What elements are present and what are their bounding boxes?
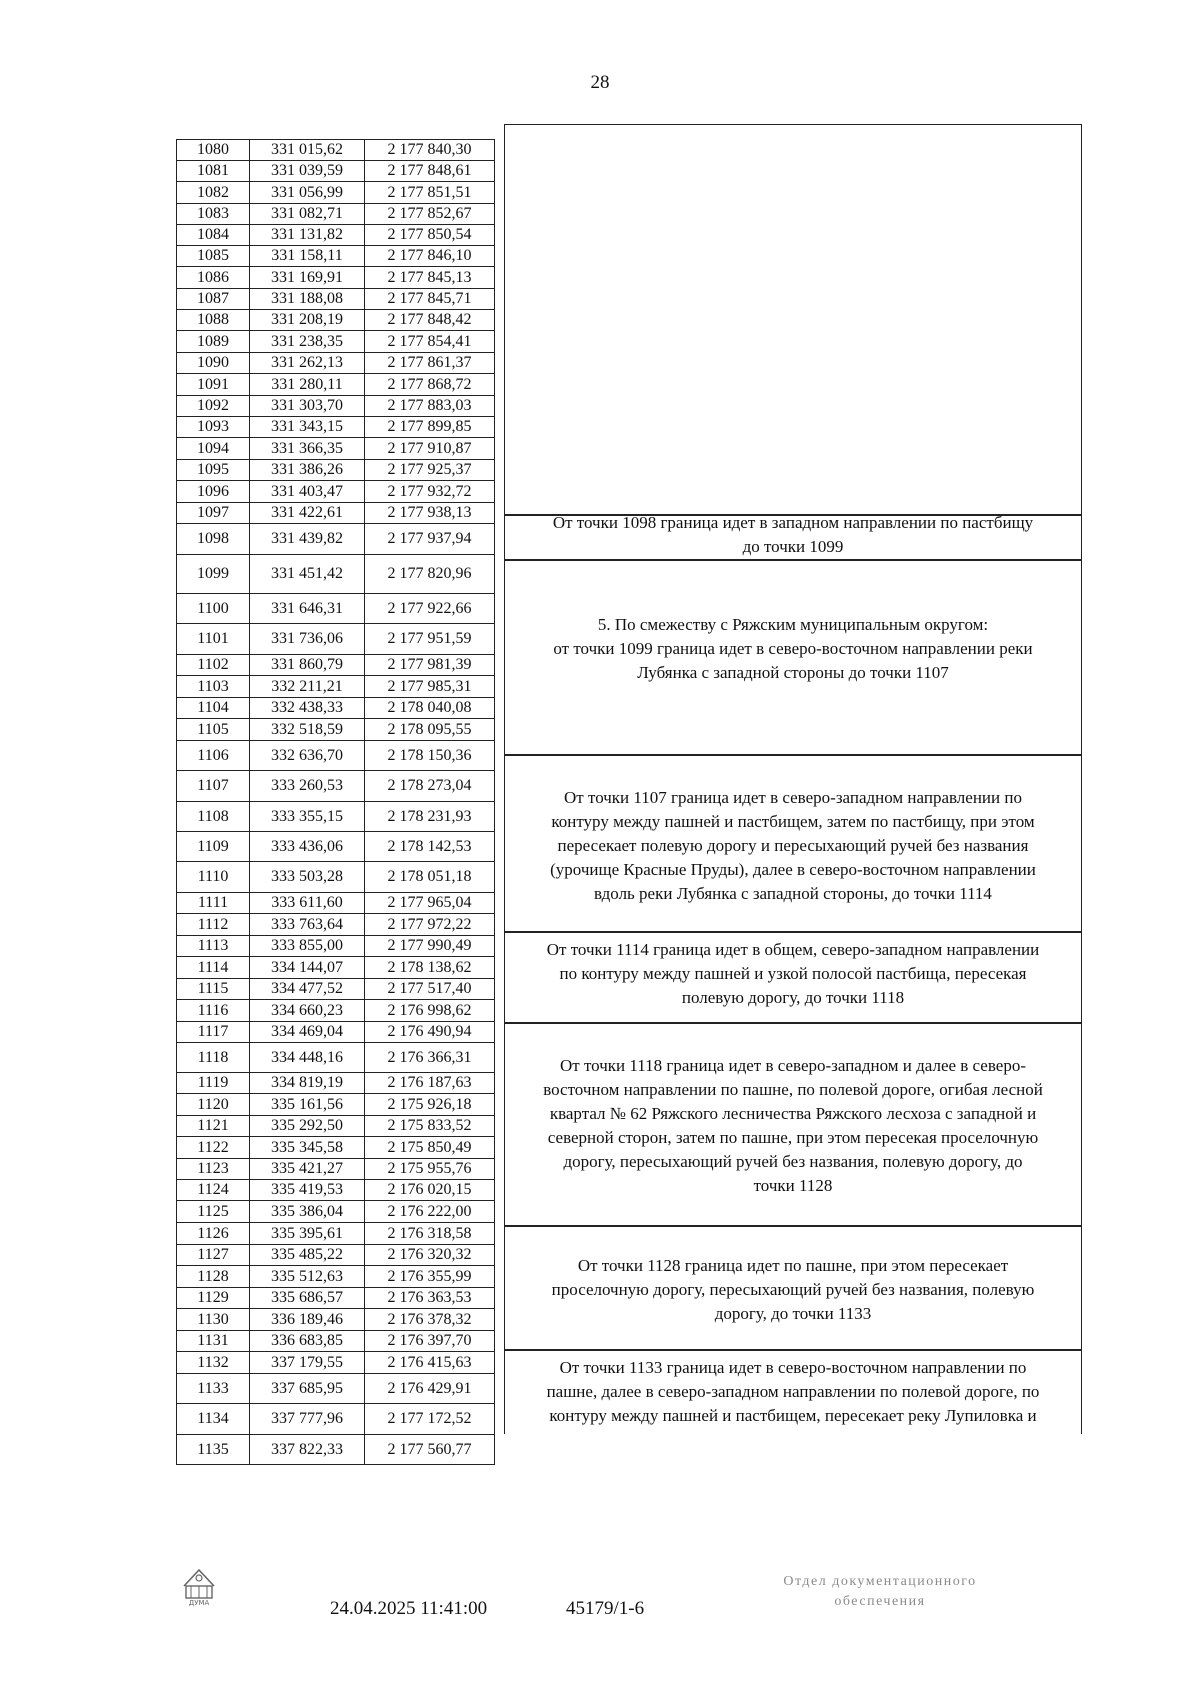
x-coordinate-cell: 333 436,06 (250, 832, 365, 862)
point-cell: 1101 (177, 624, 250, 655)
x-coordinate-cell: 331 386,26 (250, 460, 365, 481)
table-row (177, 246, 495, 267)
description-box (504, 515, 1082, 560)
x-coordinate-cell: 337 179,55 (250, 1352, 365, 1374)
y-coordinate-cell: 2 177 851,51 (365, 182, 495, 204)
y-coordinate-cell: 2 177 845,71 (365, 289, 495, 310)
y-coordinate-cell: 2 177 560,77 (365, 1435, 495, 1465)
table-row (177, 1159, 495, 1180)
point-cell: 1083 (177, 204, 250, 225)
logo-text: ДУМА (188, 1599, 210, 1607)
description-line: контуру между пашней и пастбищем, пересекает реку Лупиловка и (549, 1406, 1037, 1425)
y-coordinate-cell: 2 177 910,87 (365, 438, 495, 460)
y-coordinate-cell: 2 178 138,62 (365, 957, 495, 979)
table-row (177, 1000, 495, 1022)
y-coordinate-cell: 2 177 848,61 (365, 161, 495, 182)
table-row (177, 1137, 495, 1159)
y-coordinate-cell: 2 178 273,04 (365, 771, 495, 802)
x-coordinate-cell: 333 611,60 (250, 893, 365, 914)
point-cell: 1094 (177, 438, 250, 460)
y-coordinate-cell: 2 176 490,94 (365, 1022, 495, 1043)
y-coordinate-cell: 2 177 517,40 (365, 979, 495, 1000)
y-coordinate-cell: 2 177 883,03 (365, 396, 495, 417)
point-cell: 1081 (177, 161, 250, 182)
point-cell: 1093 (177, 417, 250, 438)
point-cell: 1102 (177, 655, 250, 676)
point-cell: 1131 (177, 1331, 250, 1352)
table-row (177, 524, 495, 555)
x-coordinate-cell: 335 345,58 (250, 1137, 365, 1159)
table-row (177, 503, 495, 524)
x-coordinate-cell: 334 819,19 (250, 1073, 365, 1094)
description-line: дорогу, до точки 1133 (714, 1304, 872, 1323)
table-row (177, 698, 495, 719)
table-row (177, 1245, 495, 1266)
description-box (504, 1023, 1082, 1226)
point-cell: 1080 (177, 140, 250, 161)
description-line: квартал № 62 Ряжского лесничества Ряжского лесхоза с западной и (549, 1104, 1037, 1123)
table-row (177, 204, 495, 225)
table-row (177, 594, 495, 624)
description-line: От точки 1114 граница идет в общем, северо-западном направлении (546, 940, 1040, 959)
y-coordinate-cell: 2 178 040,08 (365, 698, 495, 719)
table-row (177, 1116, 495, 1137)
y-coordinate-cell: 2 177 854,41 (365, 331, 495, 353)
table-row (177, 396, 495, 417)
table-row (177, 676, 495, 698)
y-coordinate-cell: 2 176 222,00 (365, 1201, 495, 1223)
table-row (177, 1223, 495, 1245)
footer-date: 24.04.2025 11:41:00 (330, 1598, 488, 1619)
table-row (177, 862, 495, 893)
x-coordinate-cell: 335 419,53 (250, 1180, 365, 1201)
table-row (177, 771, 495, 802)
table-row (177, 1043, 495, 1073)
x-coordinate-cell: 331 131,82 (250, 225, 365, 246)
point-cell: 1097 (177, 503, 250, 524)
table-row (177, 802, 495, 832)
table-row (177, 1022, 495, 1043)
x-coordinate-cell: 337 822,33 (250, 1435, 365, 1465)
table-row (177, 914, 495, 936)
y-coordinate-cell: 2 178 231,93 (365, 802, 495, 832)
x-coordinate-cell: 332 518,59 (250, 719, 365, 741)
table-row (177, 1309, 495, 1331)
x-coordinate-cell: 334 448,16 (250, 1043, 365, 1073)
x-coordinate-cell: 335 292,50 (250, 1116, 365, 1137)
y-coordinate-cell: 2 176 363,53 (365, 1288, 495, 1309)
description-line: вдоль реки Лубянка с западной стороны, до точки 1114 (594, 884, 992, 903)
table-row (177, 719, 495, 741)
table-row (177, 225, 495, 246)
table-row (177, 161, 495, 182)
description-line: по контуру между пашней и узкой полосой пастбища, пересекая (559, 964, 1027, 983)
description-line: От точки 1118 граница идет в северо-западном и далее в северо- (560, 1056, 1026, 1075)
x-coordinate-cell: 331 303,70 (250, 396, 365, 417)
point-cell: 1091 (177, 374, 250, 396)
table-row (177, 979, 495, 1000)
description-line: восточном направлении по пашне, по полевой дороге, огибая лесной (543, 1080, 1043, 1099)
point-cell: 1092 (177, 396, 250, 417)
y-coordinate-cell: 2 177 840,30 (365, 140, 495, 161)
table-row (177, 1404, 495, 1435)
y-coordinate-cell: 2 177 925,37 (365, 460, 495, 481)
point-cell: 1120 (177, 1094, 250, 1116)
y-coordinate-cell: 2 177 846,10 (365, 246, 495, 267)
x-coordinate-cell: 335 686,57 (250, 1288, 365, 1309)
table-row (177, 438, 495, 460)
table-row (177, 374, 495, 396)
point-cell: 1096 (177, 481, 250, 503)
x-coordinate-cell: 331 403,47 (250, 481, 365, 503)
x-coordinate-cell: 331 280,11 (250, 374, 365, 396)
table-row (177, 267, 495, 289)
table-row (177, 140, 495, 161)
description-box (504, 1350, 1082, 1434)
y-coordinate-cell: 2 176 187,63 (365, 1073, 495, 1094)
table-row (177, 182, 495, 204)
description-box (504, 932, 1082, 1023)
department-line-2: обеспечения (834, 1594, 926, 1609)
point-cell: 1108 (177, 802, 250, 832)
point-cell: 1100 (177, 594, 250, 624)
table-row (177, 624, 495, 655)
point-cell: 1110 (177, 862, 250, 893)
x-coordinate-cell: 331 015,62 (250, 140, 365, 161)
y-coordinate-cell: 2 177 172,52 (365, 1404, 495, 1435)
table-row (177, 1073, 495, 1094)
y-coordinate-cell: 2 177 981,39 (365, 655, 495, 676)
table-row (177, 1266, 495, 1288)
point-cell: 1105 (177, 719, 250, 741)
table-row (177, 331, 495, 353)
table-row (177, 555, 495, 594)
point-cell: 1132 (177, 1352, 250, 1374)
x-coordinate-cell: 331 056,99 (250, 182, 365, 204)
point-cell: 1099 (177, 555, 250, 594)
x-coordinate-cell: 333 763,64 (250, 914, 365, 936)
x-coordinate-cell: 334 477,52 (250, 979, 365, 1000)
description-line: от точки 1099 граница идет в северо-восточном направлении реки (553, 639, 1033, 658)
point-cell: 1095 (177, 460, 250, 481)
x-coordinate-cell: 335 512,63 (250, 1266, 365, 1288)
description-line: От точки 1128 граница идет по пашне, при этом пересекает (577, 1256, 1009, 1275)
y-coordinate-cell: 2 177 868,72 (365, 374, 495, 396)
y-coordinate-cell: 2 176 355,99 (365, 1266, 495, 1288)
point-cell: 1114 (177, 957, 250, 979)
x-coordinate-cell: 331 422,61 (250, 503, 365, 524)
point-cell: 1125 (177, 1201, 250, 1223)
x-coordinate-cell: 331 039,59 (250, 161, 365, 182)
y-coordinate-cell: 2 177 861,37 (365, 353, 495, 374)
y-coordinate-cell: 2 176 366,31 (365, 1043, 495, 1073)
y-coordinate-cell: 2 178 051,18 (365, 862, 495, 893)
y-coordinate-cell: 2 176 318,58 (365, 1223, 495, 1245)
x-coordinate-cell: 333 855,00 (250, 936, 365, 957)
description-line: Лубянка с западной стороны до точки 1107 (637, 663, 949, 682)
x-coordinate-cell: 335 395,61 (250, 1223, 365, 1245)
point-cell: 1107 (177, 771, 250, 802)
point-cell: 1116 (177, 1000, 250, 1022)
x-coordinate-cell: 332 211,21 (250, 676, 365, 698)
table-row (177, 1352, 495, 1374)
table-row (177, 936, 495, 957)
y-coordinate-cell: 2 176 998,62 (365, 1000, 495, 1022)
x-coordinate-cell: 336 189,46 (250, 1309, 365, 1331)
table-row (177, 741, 495, 771)
y-coordinate-cell: 2 177 965,04 (365, 893, 495, 914)
y-coordinate-cell: 2 177 848,42 (365, 310, 495, 331)
point-cell: 1104 (177, 698, 250, 719)
x-coordinate-cell: 334 469,04 (250, 1022, 365, 1043)
y-coordinate-cell: 2 177 820,96 (365, 555, 495, 594)
y-coordinate-cell: 2 178 095,55 (365, 719, 495, 741)
description-line: проселочную дорогу, пересыхающий ручей без названия, полевую (551, 1280, 1035, 1299)
duma-logo-icon (176, 1562, 222, 1608)
point-cell: 1130 (177, 1309, 250, 1331)
point-cell: 1134 (177, 1404, 250, 1435)
table-row (177, 1374, 495, 1404)
x-coordinate-cell: 335 421,27 (250, 1159, 365, 1180)
description-line: От точки 1098 граница идет в западном направлении по пастбищу (552, 513, 1034, 532)
point-cell: 1111 (177, 893, 250, 914)
x-coordinate-cell: 334 660,23 (250, 1000, 365, 1022)
table-row (177, 1180, 495, 1201)
point-cell: 1133 (177, 1374, 250, 1404)
description-box (504, 124, 1082, 515)
x-coordinate-cell: 335 485,22 (250, 1245, 365, 1266)
x-coordinate-cell: 336 683,85 (250, 1331, 365, 1352)
description-line: дорогу, пересыхающий ручей без названия, полевую дорогу, до (563, 1152, 1023, 1171)
coordinates-table (176, 139, 495, 1465)
point-cell: 1119 (177, 1073, 250, 1094)
point-cell: 1127 (177, 1245, 250, 1266)
point-cell: 1135 (177, 1435, 250, 1465)
x-coordinate-cell: 331 736,06 (250, 624, 365, 655)
y-coordinate-cell: 2 176 397,70 (365, 1331, 495, 1352)
y-coordinate-cell: 2 176 415,63 (365, 1352, 495, 1374)
point-cell: 1082 (177, 182, 250, 204)
x-coordinate-cell: 331 646,31 (250, 594, 365, 624)
x-coordinate-cell: 334 144,07 (250, 957, 365, 979)
table-row (177, 481, 495, 503)
table-row (177, 310, 495, 331)
table-row (177, 353, 495, 374)
point-cell: 1122 (177, 1137, 250, 1159)
point-cell: 1113 (177, 936, 250, 957)
x-coordinate-cell: 332 438,33 (250, 698, 365, 719)
y-coordinate-cell: 2 175 833,52 (365, 1116, 495, 1137)
y-coordinate-cell: 2 178 142,53 (365, 832, 495, 862)
point-cell: 1121 (177, 1116, 250, 1137)
point-cell: 1103 (177, 676, 250, 698)
y-coordinate-cell: 2 176 320,32 (365, 1245, 495, 1266)
point-cell: 1118 (177, 1043, 250, 1073)
y-coordinate-cell: 2 177 938,13 (365, 503, 495, 524)
table-row (177, 289, 495, 310)
x-coordinate-cell: 332 636,70 (250, 741, 365, 771)
y-coordinate-cell: 2 176 429,91 (365, 1374, 495, 1404)
point-cell: 1124 (177, 1180, 250, 1201)
description-box (504, 755, 1082, 932)
description-line: контуру между пашней и пастбищем, затем по пастбищу, при этом (551, 812, 1035, 831)
x-coordinate-cell: 337 777,96 (250, 1404, 365, 1435)
x-coordinate-cell: 333 503,28 (250, 862, 365, 893)
y-coordinate-cell: 2 177 932,72 (365, 481, 495, 503)
point-cell: 1115 (177, 979, 250, 1000)
department-line-1: Отдел документационного (783, 1574, 977, 1589)
y-coordinate-cell: 2 177 845,13 (365, 267, 495, 289)
table-row (177, 832, 495, 862)
description-box (504, 560, 1082, 755)
x-coordinate-cell: 331 208,19 (250, 310, 365, 331)
point-cell: 1126 (177, 1223, 250, 1245)
table-row (177, 655, 495, 676)
x-coordinate-cell: 333 260,53 (250, 771, 365, 802)
x-coordinate-cell: 333 355,15 (250, 802, 365, 832)
page-number: 28 (590, 72, 610, 93)
description-line: точки 1128 (753, 1176, 833, 1195)
x-coordinate-cell: 331 451,42 (250, 555, 365, 594)
table-row (177, 893, 495, 914)
point-cell: 1098 (177, 524, 250, 555)
y-coordinate-cell: 2 178 150,36 (365, 741, 495, 771)
description-line: до точки 1099 (742, 537, 844, 556)
table-row (177, 1435, 495, 1465)
table-row (177, 1094, 495, 1116)
point-cell: 1087 (177, 289, 250, 310)
description-line: 5. По смежеству с Ряжским муниципальным округом: (597, 615, 989, 634)
description-line: пашне, далее в северо-западном направлении по полевой дороге, по (546, 1382, 1040, 1401)
description-line: От точки 1107 граница идет в северо-западном направлении по (564, 788, 1022, 807)
point-cell: 1088 (177, 310, 250, 331)
x-coordinate-cell: 331 343,15 (250, 417, 365, 438)
x-coordinate-cell: 331 158,11 (250, 246, 365, 267)
x-coordinate-cell: 331 082,71 (250, 204, 365, 225)
table-row (177, 460, 495, 481)
description-box (504, 1226, 1082, 1350)
y-coordinate-cell: 2 177 852,67 (365, 204, 495, 225)
x-coordinate-cell: 337 685,95 (250, 1374, 365, 1404)
y-coordinate-cell: 2 177 922,66 (365, 594, 495, 624)
y-coordinate-cell: 2 177 972,22 (365, 914, 495, 936)
department-stamp (720, 1572, 1040, 1612)
point-cell: 1129 (177, 1288, 250, 1309)
description-line: полевую дорогу, до точки 1118 (681, 988, 905, 1007)
description-line: северной сторон, затем по пашне, при этом пересекая проселочную (547, 1128, 1039, 1147)
y-coordinate-cell: 2 177 951,59 (365, 624, 495, 655)
y-coordinate-cell: 2 177 850,54 (365, 225, 495, 246)
y-coordinate-cell: 2 175 850,49 (365, 1137, 495, 1159)
y-coordinate-cell: 2 176 378,32 (365, 1309, 495, 1331)
x-coordinate-cell: 331 262,13 (250, 353, 365, 374)
table-row (177, 417, 495, 438)
x-coordinate-cell: 335 386,04 (250, 1201, 365, 1223)
x-coordinate-cell: 331 238,35 (250, 331, 365, 353)
y-coordinate-cell: 2 177 990,49 (365, 936, 495, 957)
point-cell: 1117 (177, 1022, 250, 1043)
y-coordinate-cell: 2 175 955,76 (365, 1159, 495, 1180)
description-line: пересекает полевую дорогу и пересыхающий ручей без названия (557, 836, 1029, 855)
y-coordinate-cell: 2 177 985,31 (365, 676, 495, 698)
table-row (177, 1331, 495, 1352)
point-cell: 1089 (177, 331, 250, 353)
table-row (177, 1288, 495, 1309)
point-cell: 1086 (177, 267, 250, 289)
point-cell: 1090 (177, 353, 250, 374)
description-line: От точки 1133 граница идет в северо-восточном направлении по (559, 1358, 1027, 1377)
point-cell: 1106 (177, 741, 250, 771)
point-cell: 1085 (177, 246, 250, 267)
x-coordinate-cell: 331 366,35 (250, 438, 365, 460)
x-coordinate-cell: 331 439,82 (250, 524, 365, 555)
y-coordinate-cell: 2 176 020,15 (365, 1180, 495, 1201)
point-cell: 1128 (177, 1266, 250, 1288)
description-line: (урочище Красные Пруды), далее в северо-восточном направлении (550, 860, 1036, 879)
x-coordinate-cell: 331 169,91 (250, 267, 365, 289)
point-cell: 1084 (177, 225, 250, 246)
x-coordinate-cell: 331 860,79 (250, 655, 365, 676)
footer-document-number: 45179/1-6 (566, 1598, 645, 1619)
y-coordinate-cell: 2 175 926,18 (365, 1094, 495, 1116)
table-row (177, 957, 495, 979)
point-cell: 1112 (177, 914, 250, 936)
x-coordinate-cell: 335 161,56 (250, 1094, 365, 1116)
y-coordinate-cell: 2 177 937,94 (365, 524, 495, 555)
table-row (177, 1201, 495, 1223)
point-cell: 1123 (177, 1159, 250, 1180)
point-cell: 1109 (177, 832, 250, 862)
x-coordinate-cell: 331 188,08 (250, 289, 365, 310)
y-coordinate-cell: 2 177 899,85 (365, 417, 495, 438)
